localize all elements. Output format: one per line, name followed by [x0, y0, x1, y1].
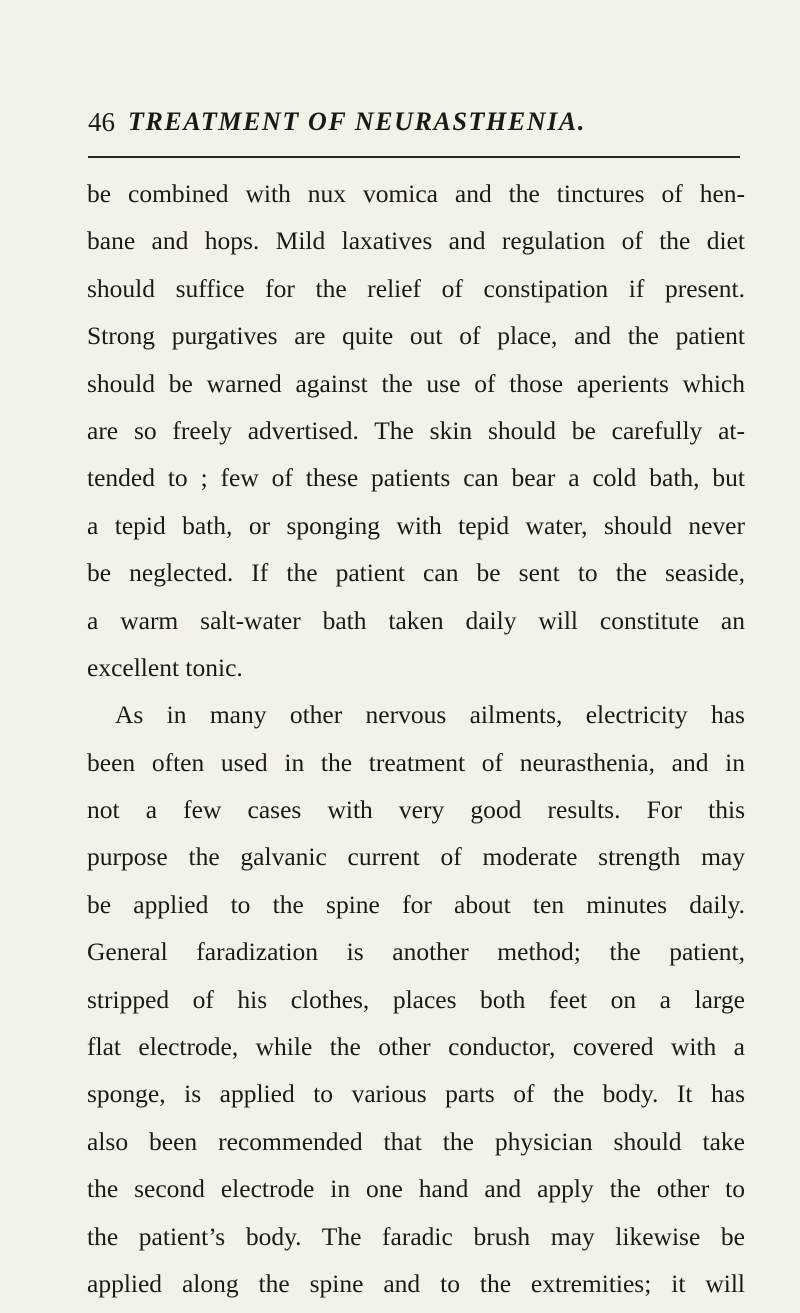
text-line: are so freely advertised. The skin should be carefully at-	[87, 415, 745, 445]
text-line: applied along the spine and to the extremities; it will	[87, 1268, 745, 1298]
text-line: not a few cases with very good results. For this	[87, 795, 745, 825]
body-text	[87, 170, 745, 1307]
text-line: excellent tonic.	[87, 652, 243, 682]
page-number: 46	[88, 107, 115, 137]
text-line: General faradization is another method; the patient,	[87, 937, 745, 967]
text-line: a tepid bath, or sponging with tepid water, should never	[87, 510, 745, 540]
text-line: a warm salt-water bath taken daily will constitute an	[87, 605, 745, 635]
text-line: As in many other nervous ailments, electricity has	[115, 700, 745, 730]
text-line: the second electrode in one hand and apply the other to	[87, 1174, 745, 1204]
page-header	[88, 104, 750, 144]
text-line: purpose the galvanic current of moderate strength may	[87, 842, 745, 872]
text-line: be applied to the spine for about ten minutes daily.	[87, 889, 745, 919]
text-line: been often used in the treatment of neurasthenia, and in	[87, 747, 745, 777]
text-line: should suffice for the relief of constipation if present.	[87, 273, 745, 303]
text-line: bane and hops. Mild laxatives and regulation of the diet	[87, 226, 745, 256]
text-line: be combined with nux vomica and the tinctures of hen-	[87, 179, 745, 208]
text-line: flat electrode, while the other conductor, covered with a	[87, 1032, 745, 1062]
text-line: also been recommended that the physician should take	[87, 1126, 745, 1156]
text-line: tended to ; few of these patients can bear a cold bath, but	[87, 463, 745, 493]
text-line: stripped of his clothes, places both feet on a large	[87, 984, 745, 1014]
text-line: be neglected. If the patient can be sent to the seaside,	[87, 558, 745, 588]
text-line: should be warned against the use of those aperients which	[87, 368, 745, 398]
text-line: sponge, is applied to various parts of the body. It has	[87, 1079, 745, 1109]
running-title: TREATMENT OF NEURASTHENIA.	[128, 107, 586, 136]
text-line: Strong purgatives are quite out of place, and the patient	[87, 321, 745, 351]
text-line: the patient’s body. The faradic brush may likewise be	[87, 1221, 745, 1251]
header-rule	[88, 156, 740, 158]
